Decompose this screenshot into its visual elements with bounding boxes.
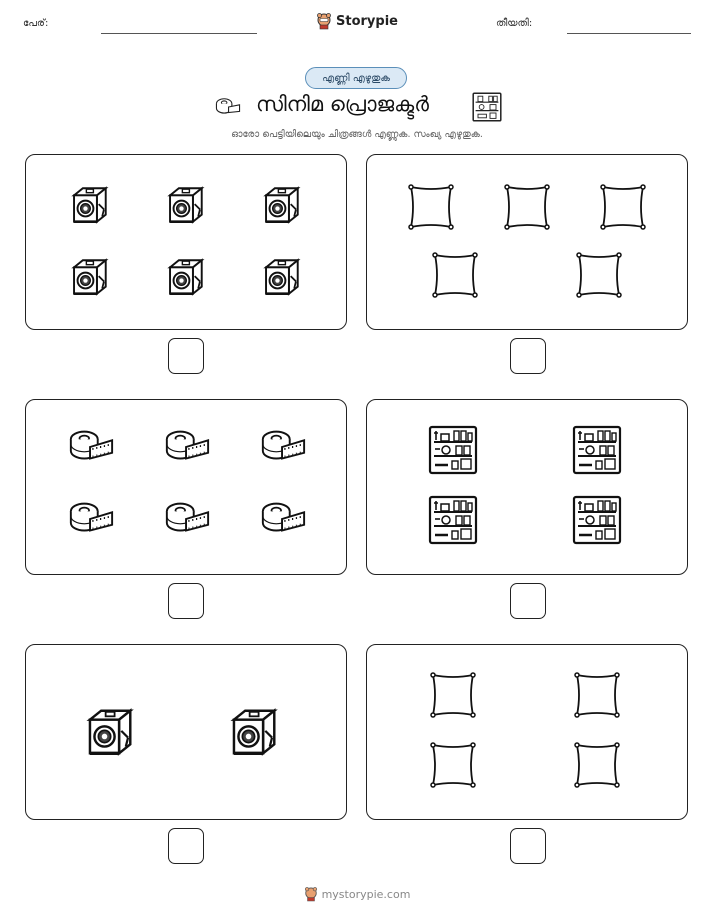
answer-box-4[interactable] [510, 583, 546, 619]
tool-shelf-icon [572, 425, 622, 475]
film-reel-icon [67, 499, 115, 539]
tool-shelf-icon [472, 92, 502, 122]
screen-icon [572, 740, 622, 790]
projector-icon [259, 254, 303, 300]
count-panel-6 [366, 644, 688, 820]
page-title: സിനിമ പ്രൊജക്ടർ [256, 92, 429, 116]
screen-icon [430, 250, 480, 300]
count-panel-5 [25, 644, 347, 820]
screen-icon [428, 670, 478, 720]
mascot-icon [304, 886, 318, 902]
screen-icon [428, 740, 478, 790]
projector-icon [225, 702, 281, 762]
film-reel-icon [259, 427, 307, 467]
film-reel-icon [213, 96, 243, 118]
projector-icon [163, 254, 207, 300]
film-reel-icon [163, 499, 211, 539]
projector-icon [81, 702, 137, 762]
mascot-icon [316, 12, 332, 30]
film-reel-icon [259, 499, 307, 539]
film-reel-icon [67, 427, 115, 467]
projector-icon [259, 182, 303, 228]
tool-shelf-icon [428, 425, 478, 475]
count-panel-4 [366, 399, 688, 575]
name-label: പേര്: [23, 18, 49, 29]
screen-icon [572, 670, 622, 720]
answer-box-2[interactable] [510, 338, 546, 374]
answer-box-3[interactable] [168, 583, 204, 619]
film-reel-icon [163, 427, 211, 467]
count-panel-2 [366, 154, 688, 330]
tool-shelf-icon [428, 495, 478, 545]
count-panel-3 [25, 399, 347, 575]
instructions: ഓരോ പെട്ടിയിലെയും ചിത്രങ്ങൾ എണ്ണുക. സംഖ്യ എഴുതുക. [231, 129, 483, 140]
brand [0, 12, 714, 34]
screen-icon [598, 182, 648, 232]
projector-icon [67, 182, 111, 228]
answer-box-6[interactable] [510, 828, 546, 864]
answer-box-1[interactable] [168, 338, 204, 374]
activity-badge: എണ്ണി എഴുതുക [305, 67, 407, 89]
footer [0, 886, 714, 905]
screen-icon [406, 182, 456, 232]
footer-url: mystorypie.com [321, 887, 411, 901]
tool-shelf-icon [572, 495, 622, 545]
answer-box-5[interactable] [168, 828, 204, 864]
date-field[interactable] [567, 33, 691, 34]
projector-icon [67, 254, 111, 300]
screen-icon [502, 182, 552, 232]
screen-icon [574, 250, 624, 300]
brand-name: Storypie [336, 13, 398, 29]
projector-icon [163, 182, 207, 228]
count-panel-1 [25, 154, 347, 330]
date-label: തീയതി: [496, 18, 533, 29]
